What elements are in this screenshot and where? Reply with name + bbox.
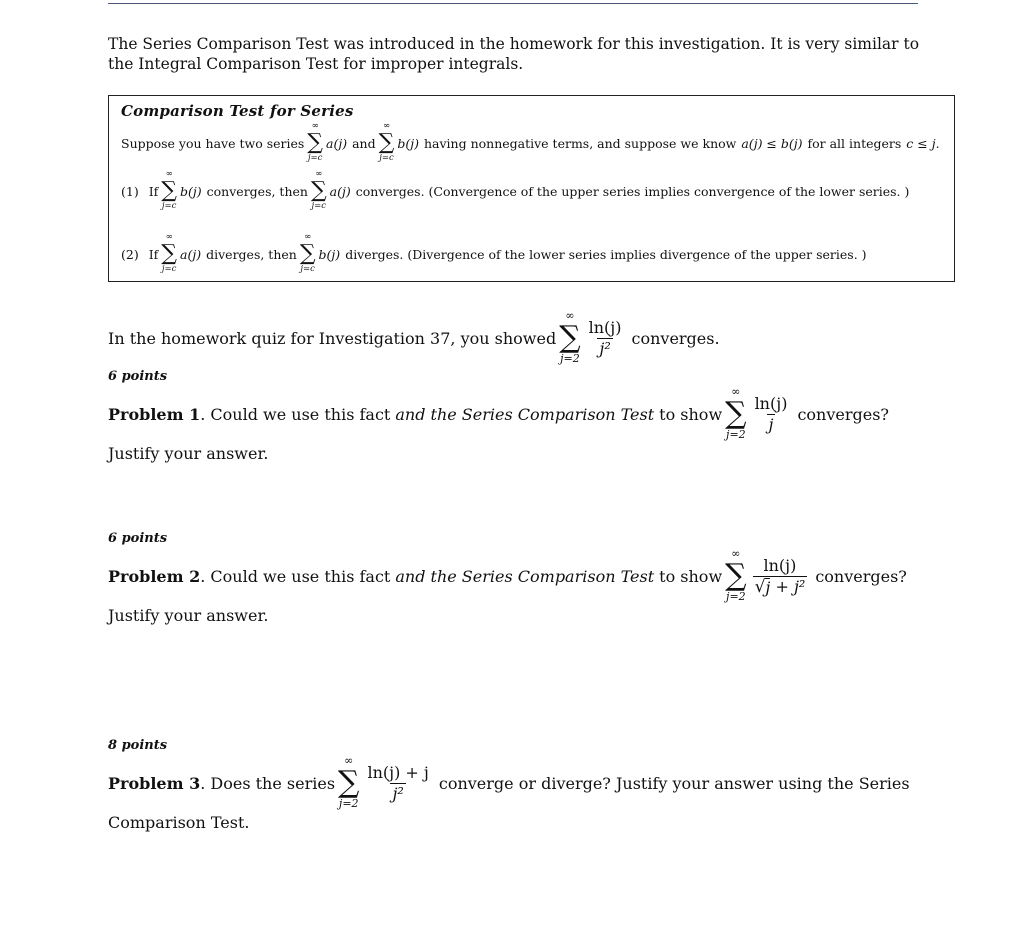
sum-problem-2 xyxy=(725,548,746,604)
denominator: j² xyxy=(599,338,611,358)
problem-3-label: Problem 3 xyxy=(108,773,201,793)
condition: a(j) ≤ b(j) xyxy=(741,135,803,151)
sum-upper: ∞ xyxy=(315,169,323,179)
sum-problem-3 xyxy=(338,755,359,811)
quiz-line xyxy=(108,310,720,366)
sum-upper: ∞ xyxy=(304,232,312,242)
fraction xyxy=(753,556,808,597)
sum-upper: ∞ xyxy=(311,121,319,131)
premise-text: Suppose you have two series xyxy=(121,135,305,151)
radicand: j xyxy=(765,577,771,597)
rule-tail: diverges. (Divergence of the lower series implies divergence of the upper series. ) xyxy=(345,246,867,262)
sigma-icon: ∑ xyxy=(559,320,581,355)
sigma-icon: ∑ xyxy=(161,241,178,266)
sum-quiz xyxy=(559,310,580,366)
numerator: ln(j) xyxy=(754,393,788,413)
problem-text: to show xyxy=(659,566,723,586)
term-a: a(j) xyxy=(329,183,351,199)
sum-a xyxy=(311,170,327,212)
sigma-icon: ∑ xyxy=(725,558,747,593)
rule-tail: converges. (Convergence of the upper series implies convergence of the lower series. ) xyxy=(355,183,910,199)
problem-1-points: 6 points xyxy=(108,369,168,384)
quiz-text: In the homework quiz for Investigation 37, you showed xyxy=(108,328,557,348)
box-row-rule-1 xyxy=(121,168,909,214)
then-text: diverges, then xyxy=(206,246,297,262)
quiz-post: converges. xyxy=(631,328,720,348)
numerator: ln(j) xyxy=(588,317,622,337)
sum-lower: j=2 xyxy=(338,797,359,810)
problem-post: converge or diverge? Justify your answer using the Series xyxy=(438,773,910,793)
sigma-icon: ∑ xyxy=(378,130,395,155)
denominator: j xyxy=(768,414,774,434)
problem-3-follow: Comparison Test. xyxy=(108,813,250,832)
denominator xyxy=(753,576,808,597)
problem-2-points: 6 points xyxy=(108,531,168,546)
sum-lower: j=c xyxy=(311,201,327,211)
sigma-icon: ∑ xyxy=(725,396,747,431)
box-title: Comparison Test for Series xyxy=(121,102,354,120)
problem-post: converges? xyxy=(815,566,907,586)
for-all-text: for all integers xyxy=(807,135,902,151)
sum-upper: ∞ xyxy=(165,169,173,179)
intro-paragraph: The Series Comparison Test was introduced in the homework for this investigation. It is very similar to the Integral Comparison Test for improper integrals. xyxy=(108,35,920,73)
and-text: and xyxy=(352,135,376,151)
sum-lower: j=2 xyxy=(726,590,746,603)
sigma-icon: ∑ xyxy=(299,241,316,266)
sigma-icon: ∑ xyxy=(338,765,360,800)
comparison-test-box xyxy=(108,95,955,282)
sum-upper: ∞ xyxy=(731,547,741,560)
problem-1-justify: Justify your answer. xyxy=(108,444,269,463)
problem-3-line xyxy=(108,755,910,811)
sum-upper: ∞ xyxy=(165,232,173,242)
sum-upper: ∞ xyxy=(344,754,354,767)
problem-2-label: Problem 2 xyxy=(108,566,201,586)
denominator-rest: + j² xyxy=(770,576,806,596)
problem-text: . Does the series xyxy=(200,773,336,793)
sum-lower: j=2 xyxy=(560,352,580,365)
sigma-icon: ∑ xyxy=(161,178,178,203)
sum-lower: j=c xyxy=(379,153,394,163)
problem-1-line xyxy=(108,386,889,442)
term-b: b(j) xyxy=(397,135,419,151)
problem-text: . Could we use this fact xyxy=(200,566,391,586)
problem-emphasis: and the Series Comparison Test xyxy=(395,566,655,586)
problem-emphasis: and the Series Comparison Test xyxy=(395,404,655,424)
sum-b xyxy=(379,122,395,164)
problem-text: . Could we use this fact xyxy=(200,404,391,424)
fraction xyxy=(587,318,624,359)
sum-problem-1 xyxy=(725,386,746,442)
sum-b xyxy=(300,233,316,275)
if-text: If xyxy=(148,246,159,262)
top-rule xyxy=(108,3,918,4)
sum-upper: ∞ xyxy=(565,309,575,322)
box-row-rule-2 xyxy=(121,231,867,277)
sigma-icon: ∑ xyxy=(307,130,324,155)
sqrt xyxy=(755,577,771,597)
sum-b xyxy=(161,170,177,212)
sum-lower: j=c xyxy=(300,264,315,274)
box-row-premise xyxy=(121,120,940,166)
index-range: c ≤ j. xyxy=(906,135,940,151)
sum-a xyxy=(307,122,323,164)
problem-1-label: Problem 1 xyxy=(108,404,201,424)
term-a: a(j) xyxy=(180,246,202,262)
denominator: j² xyxy=(392,783,404,803)
sum-upper: ∞ xyxy=(382,121,391,131)
term-a: a(j) xyxy=(326,135,348,151)
term-b: b(j) xyxy=(318,246,341,262)
then-text: converges, then xyxy=(206,183,308,199)
sigma-icon: ∑ xyxy=(310,178,327,203)
sum-lower: j=c xyxy=(307,153,323,163)
term-b: b(j) xyxy=(180,183,202,199)
sum-upper: ∞ xyxy=(731,385,741,398)
problem-3-points: 8 points xyxy=(108,738,168,753)
sum-lower: j=2 xyxy=(726,428,746,441)
problem-post: converges? xyxy=(797,404,889,424)
problem-2-line xyxy=(108,548,907,604)
fraction xyxy=(753,394,790,435)
rule-number: (1) xyxy=(121,183,139,199)
sum-lower: j=c xyxy=(161,264,177,274)
sum-a xyxy=(161,233,177,275)
rule-number: (2) xyxy=(121,246,139,262)
problem-text: to show xyxy=(659,404,723,424)
fraction xyxy=(365,763,430,804)
premise-mid: having nonnegative terms, and suppose we know xyxy=(423,135,737,151)
numerator: ln(j) + j xyxy=(367,762,429,782)
problem-2-justify: Justify your answer. xyxy=(108,606,269,625)
sum-lower: j=c xyxy=(161,201,177,211)
sqrt-icon: √ xyxy=(754,576,766,597)
numerator: ln(j) xyxy=(763,555,797,575)
if-text: If xyxy=(148,183,159,199)
